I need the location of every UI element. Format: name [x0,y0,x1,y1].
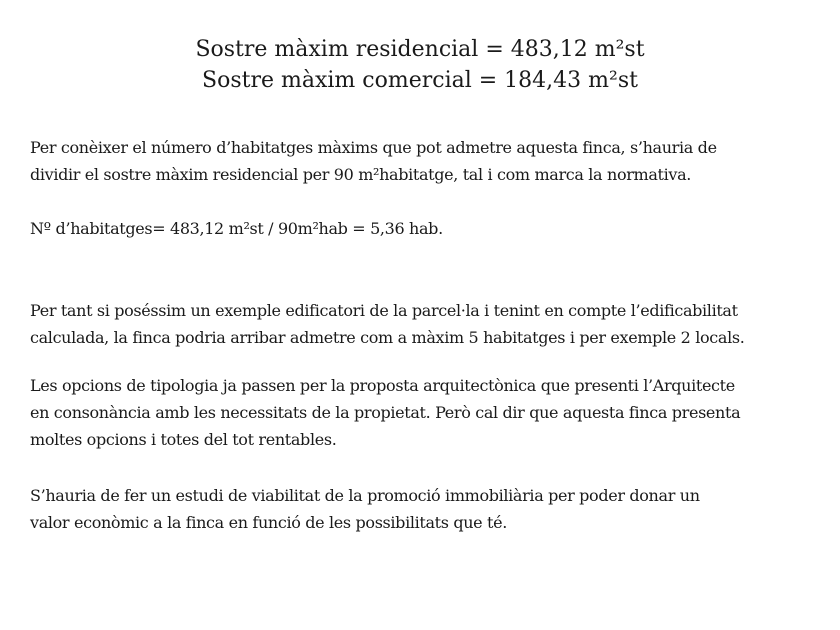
paragraph-line: Nº d’habitatges= 483,12 m²st / 90m²hab = 5,36 hab. [30,219,443,238]
paragraph-line: moltes opcions i totes del tot rentables. [30,430,337,449]
paragraph-housing-formula [30,215,820,242]
paragraph-line: Per tant si poséssim un exemple edificatori de la parcel·la i tenint en compte l’edificabilitat [30,301,738,320]
paragraph-line: Les opcions de tipologia ja passen per la proposta arquitectònica que presenti l’Arquitecte [30,376,735,395]
paragraph-housing-calculation-intro [30,134,820,188]
residential-max-floor-area: Sostre màxim residencial = 483,12 m²st [195,37,645,62]
paragraph-feasibility-study [30,482,820,536]
paragraph-line: valor econòmic a la finca en funció de les possibilitats que té. [30,513,507,532]
summary-headings [0,34,840,96]
paragraph-line: calculada, la finca podria arribar admetre com a màxim 5 habitatges i per exemple 2 locals. [30,328,745,347]
paragraph-line: Per conèixer el número d’habitatges màxims que pot admetre aquesta finca, s’hauria de [30,138,717,157]
paragraph-building-example [30,297,820,351]
paragraph-typology-options [30,372,820,453]
paragraph-line: dividir el sostre màxim residencial per 90 m²habitatge, tal i com marca la normativa. [30,165,691,184]
paragraph-line: S’hauria de fer un estudi de viabilitat de la promoció immobiliària per poder donar un [30,486,700,505]
paragraph-line: en consonància amb les necessitats de la propietat. Però cal dir que aquesta finca presenta [30,403,741,422]
commercial-max-floor-area: Sostre màxim comercial = 184,43 m²st [202,68,638,93]
